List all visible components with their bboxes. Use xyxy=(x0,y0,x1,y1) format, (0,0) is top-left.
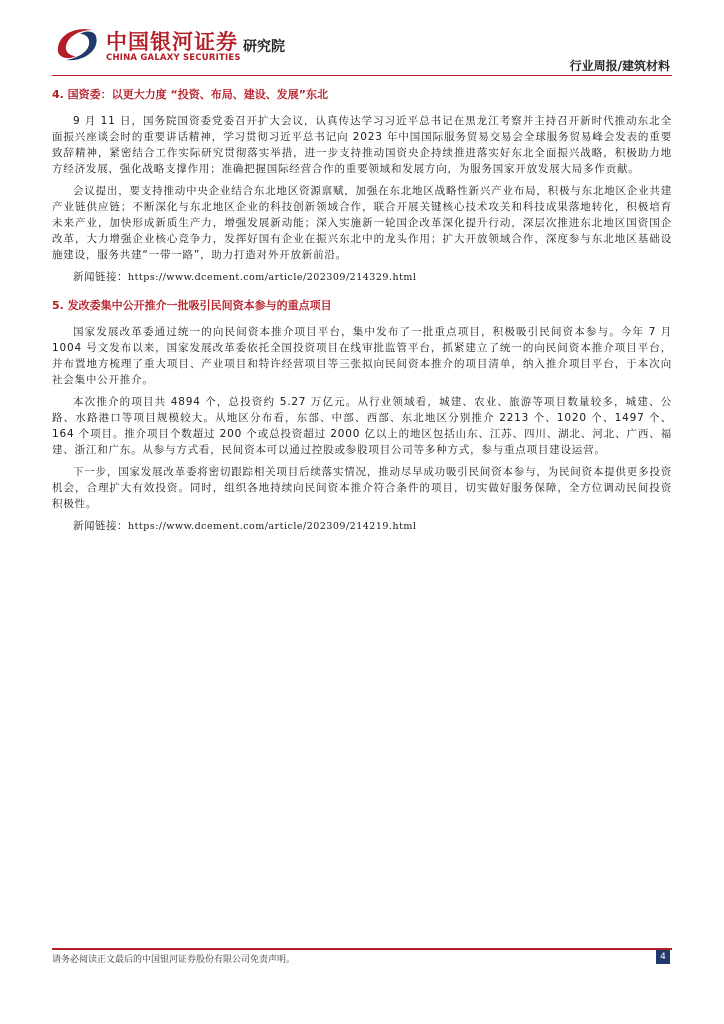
galaxy-logo-icon xyxy=(52,22,102,66)
institute-label: 研究院 xyxy=(243,39,285,55)
brand-name-en: CHINA GALAXY SECURITIES xyxy=(106,53,241,63)
paragraph: 下一步，国家发展改革委将密切跟踪相关项目后续落实情况，推动尽早成功吸引民间资本参与，为民间资本提供更多投资机会，合理扩大有效投资。同时，组织各地持续向民间资本推介符合条件的项目，切实做好服务保障，全方位调动民间投资积极性。 xyxy=(52,466,672,510)
paragraph: 国家发展改革委通过统一的向民间资本推介项目平台，集中发布了一批重点项目，积极吸引民间资本参与。今年 7 月 1004 号文发布以来，国家发展改革委依托全国投资项目在线审批监管平台，抓紧建立了统一的向民间资本推介项目平台，并布置地方梳理了重大项目、产业项目和特许经营项目等三张拟向民间资本推介的项目清单，纳入推介项目平台，于本次向社会集中公开推介。 xyxy=(52,326,672,386)
disclaimer-text: 请务必阅读正文最后的中国银河证券股份有限公司免责声明。 xyxy=(52,955,296,965)
news-section xyxy=(52,87,672,286)
news-link[interactable]: https://www.dcement.com/article/202309/214219.html xyxy=(128,521,417,532)
paragraph: 本次推介的项目共 4894 个，总投资约 5.27 万亿元。从行业领域看，城建、农业、旅游等项目数量较多，城建、公路、水路港口等项目规模较大。从地区分布看，东部、中部、西部、东北地区分别推介 2213 个、1020 个、1497 个、164 个项目。推介项目个数超过 200 个或总投资超过 2000 亿以上的地区包括山东、江苏、四川、湖北、河北、广西、福建、浙江和广东。从参与方式看，民间资本可以通过控股或参股项目公司等多种方式，参与重点项目建设运营。 xyxy=(52,396,672,456)
section-heading: 4. 国资委：以更大力度 “投资、布局、建设、发展”东北 xyxy=(52,88,328,101)
page-number: 4 xyxy=(656,950,670,964)
brand-name-cn: 中国银河证券 xyxy=(106,30,238,54)
news-section xyxy=(52,298,672,535)
paragraph: 会议提出，要支持推动中央企业结合东北地区资源禀赋，加强在东北地区战略性新兴产业布局，积极与东北地区企业共建产业链供应链；不断深化与东北地区企业的科技创新领域合作，联合开展关键核心技术攻关和科技成果落地转化，积极培育未来产业，加快形成新质生产力，增强发展新动能；深入实施新一轮国企改革深化提升行动，深层次推进东北地区国资国企改革，大力增强企业核心竞争力，发挥好国有企业在振兴东北中的龙头作用；扩大开放领域合作，深度参与东北地区基础设施建设，服务共建“一带一路”，助力打造对外开放新前沿。 xyxy=(52,185,672,261)
news-link-line xyxy=(52,269,672,286)
main-content xyxy=(52,84,672,547)
page-header xyxy=(0,0,724,80)
paragraph: 9 月 11 日，国务院国资委党委召开扩大会议，认真传达学习习近平总书记在黑龙江考察并主持召开新时代推动东北全面振兴座谈会时的重要讲话精神，学习贯彻习近平总书记向 2023 年中国国际服务贸易交易会全球服务贸易峰会发表的重要致辞精神，紧密结合工作实际研究贯彻落实举措，进一步支持推动国资央企持续推进落实好东北全面振兴战略，积极助力地方经济发展，强化战略支撑作用；准确把握国际经营合作的重要领域和发展方向，为服务国家开放发展大局多作贡献。 xyxy=(52,115,672,175)
news-link-label: 新闻链接： xyxy=(73,271,128,283)
report-type: 行业周报/建筑材料 xyxy=(569,59,670,73)
news-link-line xyxy=(52,518,672,535)
header-divider xyxy=(52,75,672,76)
section-heading: 5. 发改委集中公开推介一批吸引民间资本参与的重点项目 xyxy=(52,299,332,312)
news-link-label: 新闻链接： xyxy=(73,520,128,532)
news-link[interactable]: https://www.dcement.com/article/202309/214329.html xyxy=(128,272,417,283)
footer-divider xyxy=(52,948,672,950)
